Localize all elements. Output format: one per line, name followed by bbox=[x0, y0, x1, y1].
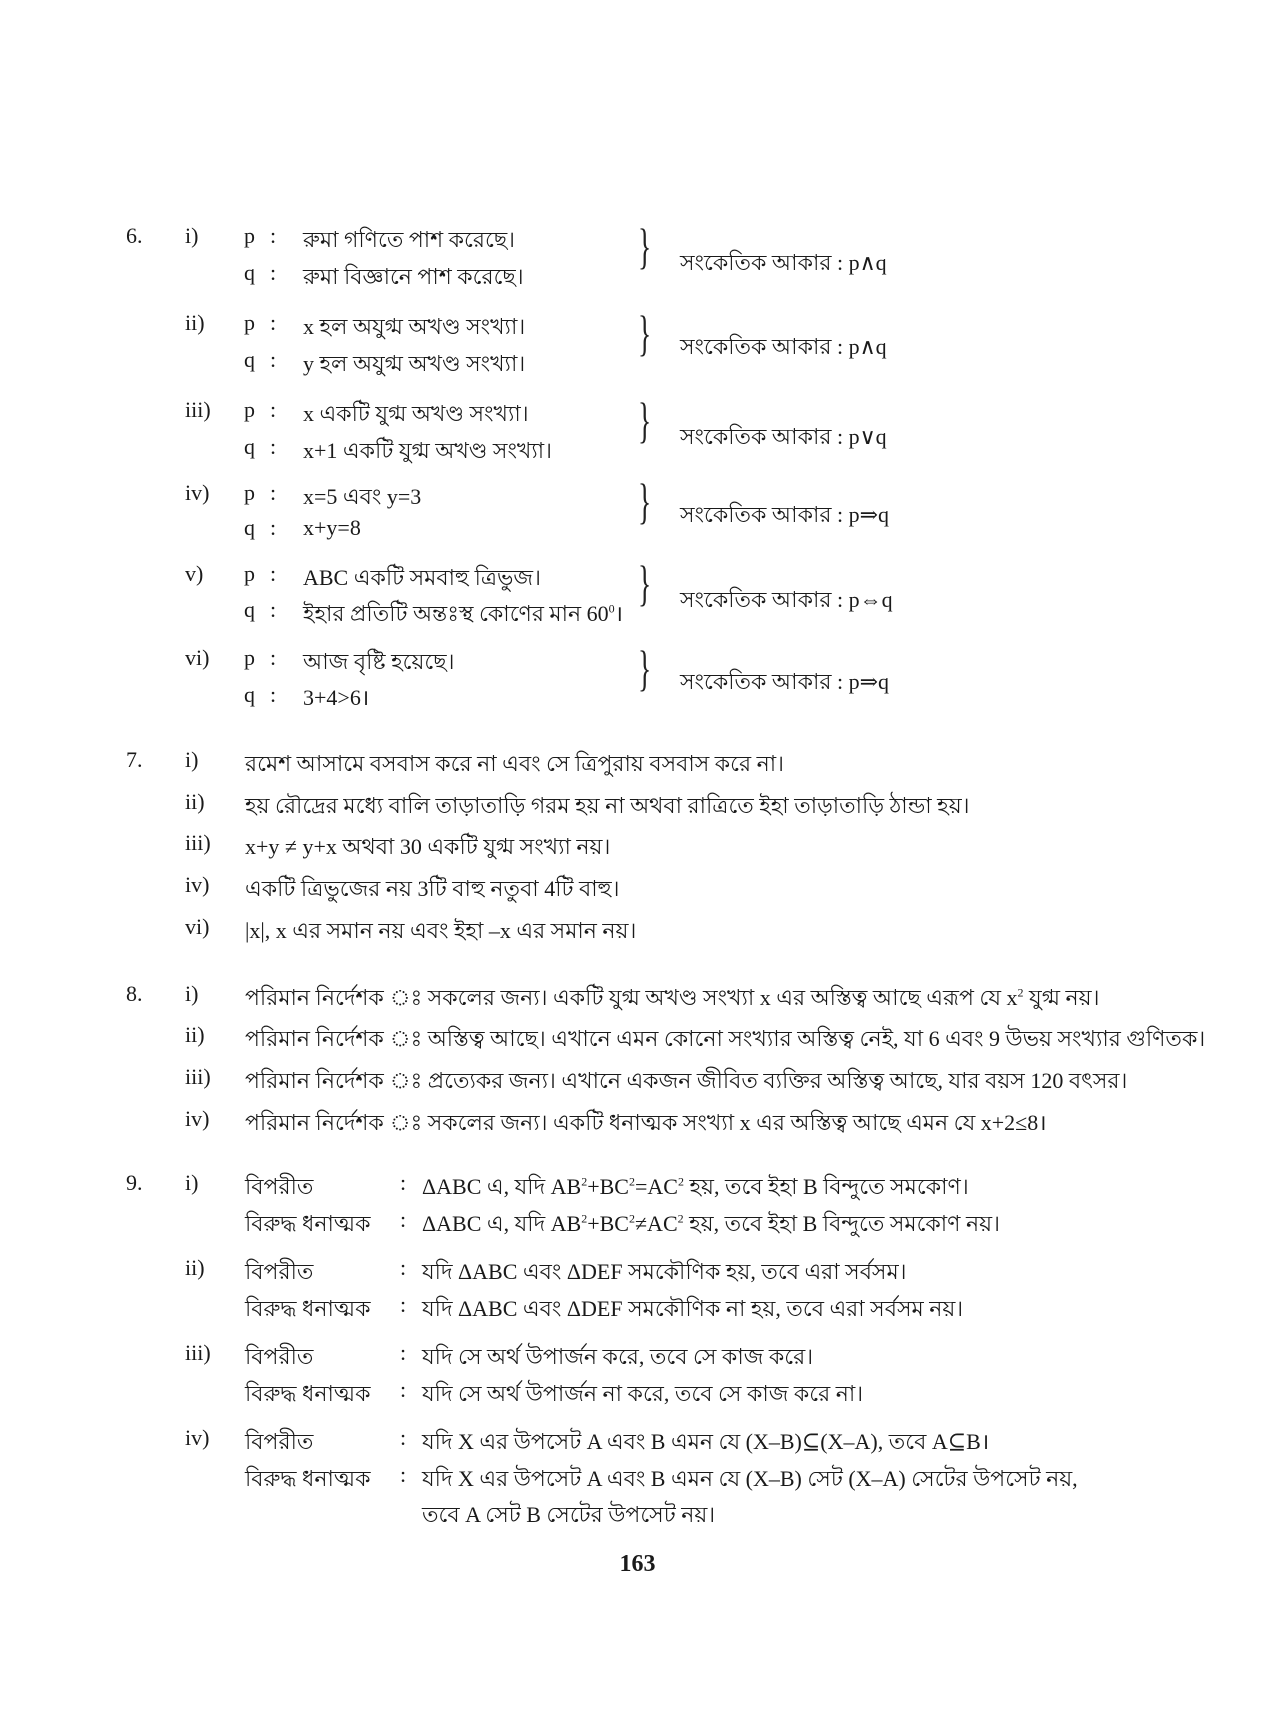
colon: : bbox=[400, 1462, 407, 1487]
q-label: q bbox=[244, 347, 255, 372]
p-label: p bbox=[244, 645, 255, 670]
colon: : bbox=[270, 434, 277, 459]
converse-text bbox=[422, 1170, 969, 1207]
statement-q: y হল অযুগ্ম অখণ্ড সংখ্যা। bbox=[303, 351, 526, 376]
p-label: p bbox=[244, 223, 255, 248]
statement-q bbox=[303, 597, 623, 634]
item-roman: iv) bbox=[185, 1106, 210, 1131]
colon: : bbox=[400, 1425, 407, 1450]
statement-p: রুমা গণিতে পাশ করেছে। bbox=[303, 227, 516, 252]
statement-q: রুমা বিজ্ঞানে পাশ করেছে। bbox=[303, 264, 524, 289]
item-roman: iv) bbox=[185, 872, 210, 897]
contrapositive-text: যদি ΔABC এবং ΔDEF সমকৌণিক না হয়, তবে এরা সর্বসম নয়। bbox=[422, 1296, 964, 1321]
statement-q-text: ইহার প্রতিটি অন্তঃস্থ কোণের মান 60 bbox=[303, 601, 609, 626]
answer-text-main: পরিমান নির্দেশক ঃ সকলের জন্য। একটি যুগ্ম অখণ্ড সংখ্যা x এর অস্তিত্ব আছে এরূপ যে x bbox=[245, 985, 1018, 1010]
converse-text: যদি ΔABC এবং ΔDEF সমকৌণিক হয়, তবে এরা সর্বসম। bbox=[422, 1259, 907, 1284]
q-label: q bbox=[244, 597, 255, 622]
superscript: 0 bbox=[608, 601, 615, 616]
item-roman: i) bbox=[185, 981, 199, 1006]
statement-p: আজ বৃষ্টি হয়েছে। bbox=[303, 649, 455, 674]
page-number: 163 bbox=[619, 1551, 656, 1577]
statement-q: 3+4>6। bbox=[303, 685, 370, 710]
p-label: p bbox=[244, 480, 255, 505]
statement-p: x একটি যুগ্ম অখণ্ড সংখ্যা। bbox=[303, 401, 529, 426]
symbolic-form: সংকেতিক আকার : p⇔q bbox=[680, 587, 893, 612]
right-brace: } bbox=[638, 218, 652, 274]
text-part: +BC bbox=[587, 1211, 629, 1236]
colon: : bbox=[270, 310, 277, 335]
item-roman: i) bbox=[185, 1170, 199, 1195]
text-part: ΔABC এ, যদি AB bbox=[422, 1211, 582, 1236]
colon: : bbox=[400, 1292, 407, 1317]
colon: : bbox=[400, 1255, 407, 1280]
q-label: q bbox=[244, 682, 255, 707]
colon: : bbox=[270, 260, 277, 285]
right-brace: } bbox=[638, 473, 652, 529]
colon: : bbox=[270, 480, 277, 505]
superscript: 2 bbox=[677, 1211, 684, 1226]
statement-p: x হল অযুগ্ম অখণ্ড সংখ্যা। bbox=[303, 314, 526, 339]
superscript: 2 bbox=[628, 1211, 635, 1226]
item-roman: ii) bbox=[185, 310, 205, 335]
colon: : bbox=[270, 515, 277, 540]
statement-p: ABC একটি সমবাহু ত্রিভুজ। bbox=[303, 565, 541, 590]
statement-p: x=5 এবং y=3 bbox=[303, 484, 422, 509]
converse-text: যদি X এর উপসেট A এবং B এমন যে (X–B)⊆(X–A), তবে A⊆B। bbox=[422, 1429, 990, 1454]
superscript: 2 bbox=[677, 1174, 684, 1189]
item-roman: vi) bbox=[185, 645, 210, 670]
p-label: p bbox=[244, 561, 255, 586]
symbolic-form: সংকেতিক আকার : p⇒q bbox=[680, 502, 890, 527]
colon: : bbox=[270, 682, 277, 707]
contrapositive-text-continued: তবে A সেট B সেটের উপসেট নয়। bbox=[422, 1502, 716, 1527]
colon: : bbox=[400, 1377, 407, 1402]
p-label: p bbox=[244, 397, 255, 422]
question-number: 9. bbox=[126, 1170, 143, 1195]
answer-text: রমেশ আসামে বসবাস করে না এবং সে ত্রিপুরায় বসবাস করে না। bbox=[245, 751, 784, 776]
answer-text: x+y ≠ y+x অথবা 30 একটি যুগ্ম সংখ্যা নয়। bbox=[245, 834, 611, 859]
answer-text: একটি ত্রিভুজের নয় 3টি বাহু নতুবা 4টি বাহু। bbox=[245, 876, 620, 901]
symbolic-form: সংকেতিক আকার : p∧q bbox=[680, 250, 887, 275]
item-roman: v) bbox=[185, 561, 204, 586]
right-brace: } bbox=[638, 305, 652, 361]
answer-text: পরিমান নির্দেশক ঃ অস্তিত্ব আছে। এখানে এমন কোনো সংখ্যার অস্তিত্ব নেই, যা 6 এবং 9 উভয় সংখ্যার গুণিতক। bbox=[245, 1026, 1206, 1051]
colon: : bbox=[270, 561, 277, 586]
question-number: 8. bbox=[126, 981, 143, 1006]
superscript: 2 bbox=[628, 1174, 635, 1189]
q-label: q bbox=[244, 260, 255, 285]
item-roman: iv) bbox=[185, 1425, 210, 1450]
symbolic-form: সংকেতিক আকার : p∧q bbox=[680, 334, 887, 359]
text-part: ΔABC এ, যদি AB bbox=[422, 1174, 582, 1199]
right-brace: } bbox=[638, 392, 652, 448]
colon: : bbox=[400, 1170, 407, 1195]
item-roman: i) bbox=[185, 223, 199, 248]
contrapositive-label: বিরুদ্ধ ধনাত্মক bbox=[245, 1296, 371, 1321]
contrapositive-text bbox=[422, 1207, 1000, 1244]
q-label: q bbox=[244, 515, 255, 540]
item-roman: iii) bbox=[185, 1064, 211, 1089]
item-roman: ii) bbox=[185, 789, 205, 814]
statement-q: x+1 একটি যুগ্ম অখণ্ড সংখ্যা। bbox=[303, 438, 553, 463]
contrapositive-text: যদি সে অর্থ উপার্জন না করে, তবে সে কাজ করে না। bbox=[422, 1381, 864, 1406]
text-part: =AC bbox=[634, 1174, 678, 1199]
colon: : bbox=[270, 397, 277, 422]
right-brace: } bbox=[638, 555, 652, 611]
colon: : bbox=[270, 347, 277, 372]
symbolic-form: সংকেতিক আকার : p∨q bbox=[680, 424, 887, 449]
item-roman: iii) bbox=[185, 397, 211, 422]
statement-q: x+y=8 bbox=[303, 515, 361, 540]
colon: : bbox=[400, 1207, 407, 1232]
q-label: q bbox=[244, 434, 255, 459]
contrapositive-label: বিরুদ্ধ ধনাত্মক bbox=[245, 1381, 371, 1406]
item-roman: ii) bbox=[185, 1255, 205, 1280]
colon: : bbox=[400, 1340, 407, 1365]
converse-label: বিপরীত bbox=[245, 1174, 314, 1199]
converse-label: বিপরীত bbox=[245, 1429, 314, 1454]
contrapositive-label: বিরুদ্ধ ধনাত্মক bbox=[245, 1211, 371, 1236]
answer-text: পরিমান নির্দেশক ঃ প্রত্যেকর জন্য। এখানে একজন জীবিত ব্যক্তির অস্তিত্ব আছে, যার বয়স 120 বৎসর। bbox=[245, 1068, 1128, 1093]
superscript: 2 bbox=[581, 1174, 588, 1189]
contrapositive-label: বিরুদ্ধ ধনাত্মক bbox=[245, 1466, 371, 1491]
symbolic-form: সংকেতিক আকার : p⇒q bbox=[680, 669, 890, 694]
superscript: 2 bbox=[581, 1211, 588, 1226]
p-label: p bbox=[244, 310, 255, 335]
superscript: 2 bbox=[1017, 985, 1024, 1000]
answer-text: হয় রৌদ্রের মধ্যে বালি তাড়াতাড়ি গরম হয় না অথবা রাত্রিতে ইহা তাড়াতাড়ি ঠান্ডা হয়। bbox=[245, 793, 970, 818]
colon: : bbox=[270, 645, 277, 670]
text-part: ≠AC bbox=[634, 1211, 678, 1236]
converse-text: যদি সে অর্থ উপার্জন করে, তবে সে কাজ করে। bbox=[422, 1344, 814, 1369]
contrapositive-text: যদি X এর উপসেট A এবং B এমন যে (X–B) সেট (X–A) সেটের উপসেট নয়, bbox=[422, 1466, 1078, 1491]
item-roman: iii) bbox=[185, 1340, 211, 1365]
converse-label: বিপরীত bbox=[245, 1344, 314, 1369]
answer-text-end: যুগ্ম নয়। bbox=[1023, 985, 1100, 1010]
answer-text bbox=[245, 981, 1099, 1018]
colon: : bbox=[270, 597, 277, 622]
item-roman: i) bbox=[185, 747, 199, 772]
colon: : bbox=[270, 223, 277, 248]
item-roman: iv) bbox=[185, 480, 210, 505]
answer-text: |x|, x এর সমান নয় এবং ইহা –x এর সমান নয়। bbox=[245, 918, 637, 943]
question-number: 7. bbox=[126, 747, 143, 772]
text-part: +BC bbox=[587, 1174, 629, 1199]
right-brace: } bbox=[638, 640, 652, 696]
item-roman: ii) bbox=[185, 1022, 205, 1047]
converse-label: বিপরীত bbox=[245, 1259, 314, 1284]
text-part: হয়, তবে ইহা B বিন্দুতে সমকোণ নয়। bbox=[683, 1211, 1000, 1236]
question-number: 6. bbox=[126, 223, 143, 248]
item-roman: iii) bbox=[185, 830, 211, 855]
statement-q-end: । bbox=[614, 601, 624, 626]
answer-text: পরিমান নির্দেশক ঃ সকলের জন্য। একটি ধনাত্মক সংখ্যা x এর অস্তিত্ব আছে এমন যে x+2≤8। bbox=[245, 1110, 1047, 1135]
text-part: হয়, তবে ইহা B বিন্দুতে সমকোণ। bbox=[683, 1174, 969, 1199]
item-roman: vi) bbox=[185, 914, 210, 939]
